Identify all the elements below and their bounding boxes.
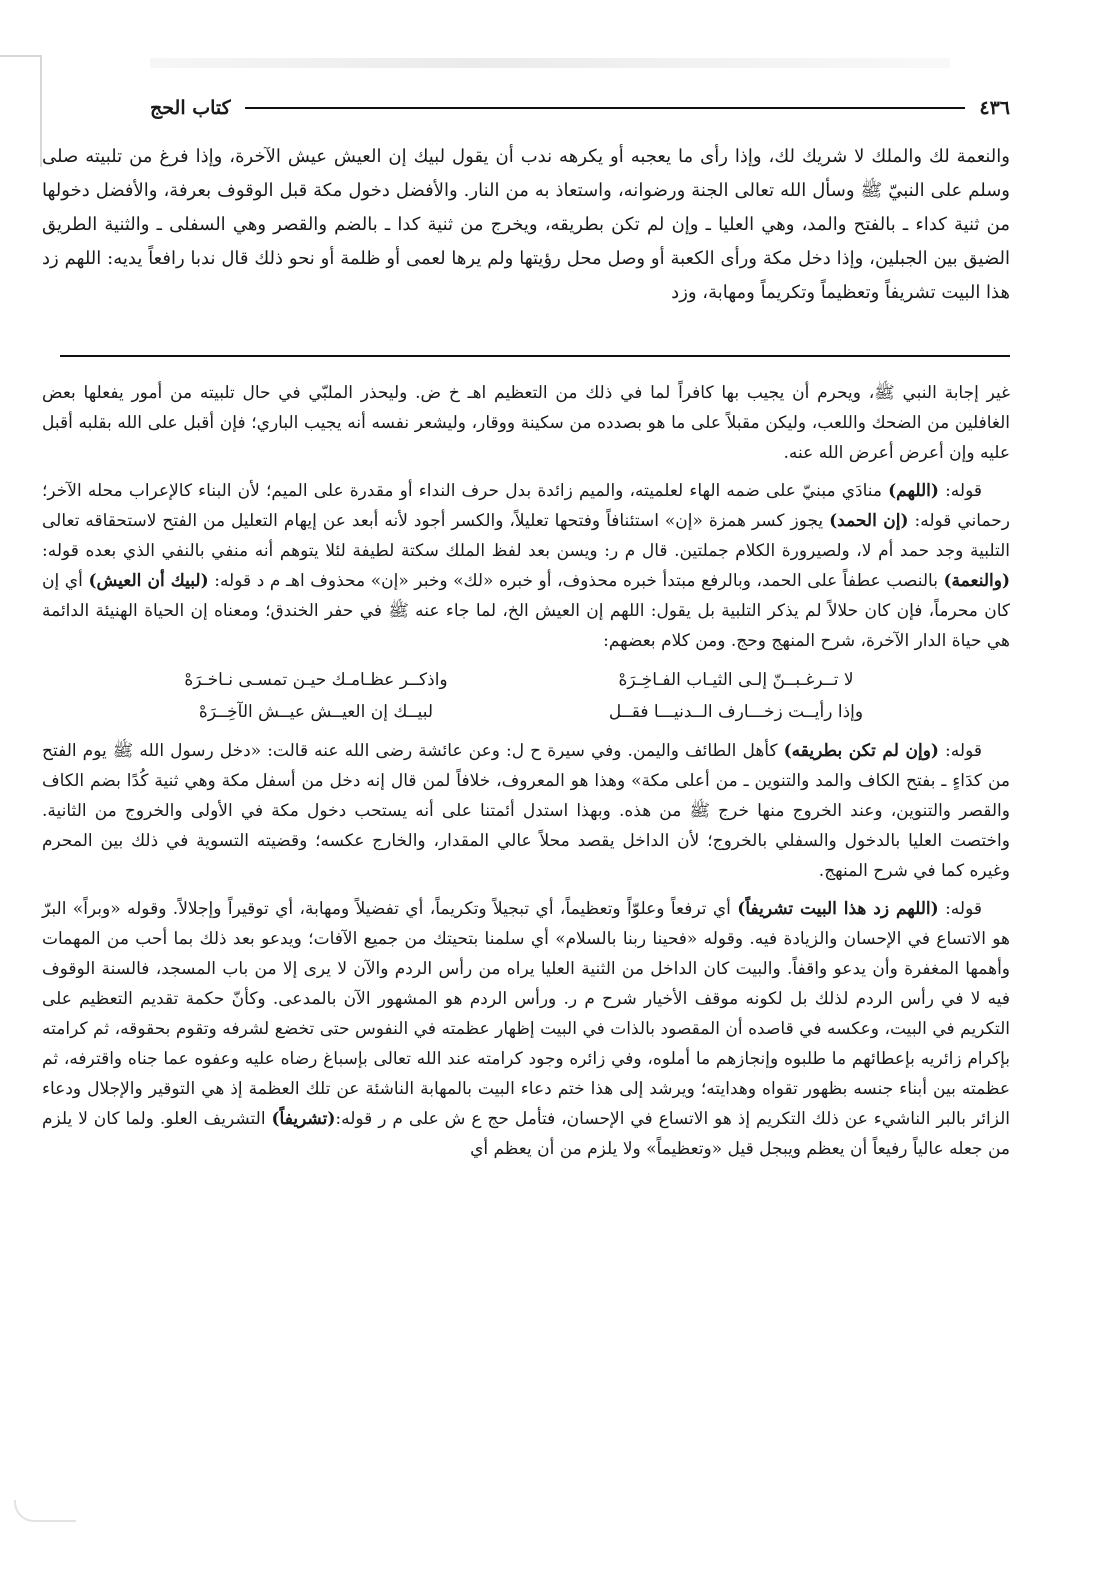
commentary-paragraph-2 bbox=[42, 476, 1010, 656]
poem-verse bbox=[146, 696, 906, 728]
keyword: (تشريفاً) bbox=[271, 1109, 336, 1129]
book-title: كتاب الحج bbox=[150, 97, 231, 119]
poem-verse bbox=[146, 664, 906, 696]
poem-hemistich: لا تــرغـبــنّ إلـى الثيـاب الفـاخِـرَهْ bbox=[618, 670, 854, 690]
keyword: (اللهم) bbox=[888, 481, 939, 501]
poem-hemistich: لبيــك إن العيــش عيــش الآخِــرَهْ bbox=[198, 702, 434, 722]
page-header bbox=[150, 96, 1010, 120]
scan-artifact-left bbox=[0, 55, 42, 167]
main-paragraph: والنعمة لك والملك لا شريك لك، وإذا رأى ما يعجبه أو يكرهه ندب أن يقول لبيك إن العيش عيش الآخرة، وإذا فرغ من تلبيته صلى وسلم على النبيّ ﷺ وسأل الله تعالى الجنة ورضوانه، واستعاذ به من النار. والأفضل دخول مكة قبل الوقوف بعرفة، والأفضل دخولها من ثنية كداء ـ بالفتح والمد، وهي العليا ـ وإن لم تكن بطريقه، ويخرج من ثنية كدا ـ بالضم والقصر وهي السفلى ـ والثنية الطريق الضيق بين الجبلين، وإذا دخل مكة ورأى الكعبة أو وصل محل رؤيتها ولم يرها لعمى أو ظلمة أو نحو ذلك قال ندبا رافعاً يديه: اللهم زد هذا البيت تشريفاً وتعظيماً وتكريماً ومهابة، وزد bbox=[42, 146, 1010, 303]
poem-hemistich: وإذا رأيــت زخـــارف الــدنيـــا فقــل bbox=[608, 702, 864, 722]
text-run: قوله: bbox=[938, 741, 982, 761]
text-run: التشريف العلو. ولما كان لا يلزم من جعله عالياً رفيعاً أن يعظم ويبجل قيل «وتعظيماً» ولا يلزم من أن يعظم أي bbox=[42, 1109, 1010, 1159]
section-separator bbox=[60, 355, 1010, 357]
commentary-paragraph-3 bbox=[42, 736, 1010, 886]
commentary-paragraph-4 bbox=[42, 894, 1010, 1164]
poem bbox=[146, 664, 906, 728]
keyword: (لبيك أن العيش) bbox=[88, 571, 209, 591]
scan-artifact-bottom bbox=[14, 1500, 76, 1522]
commentary bbox=[42, 378, 1010, 1172]
commentary-paragraph-1: غير إجابة النبي ﷺ، ويحرم أن يجيب بها كافراً لما في ذلك من التعظيم اهـ خ ض. وليحذر الملبّي في حال تلبيته من أمور يفعلها بعض الغافلين من الضحك واللعب، وليكن مقبلاً على ما هو بصدده من سكينة ووقار، وليشعر نفسه أنه يجيب الباري؛ فإن أقبل على الله بقلبه أقبل عليه وإن أعرض أعرض الله عنه. bbox=[42, 383, 1010, 463]
keyword: (إن الحمد) bbox=[829, 511, 909, 531]
page-number: ٤٣٦ bbox=[979, 97, 1010, 119]
text-run: أي ترفعاً وعلوّاً وتعظيماً، أي تبجيلاً وتكريماً، أي تفضيلاً ومهابة، أي توقيراً وإجلالاً. وقوله «وبراً» البرّ هو الاتساع في الإحسان والزيادة فيه. وقوله «فحينا ربنا بالسلام» أي سلمنا بتحيتك من جميع الآفات؛ ويدعو بعد ذلك بما أحب من المهمات وأهمها المغفرة وأن يدعو واقفاً. والبيت كان الداخل من الثنية العليا يراه من رأس الردم والآن لا يرى إلا من باب المسجد، فالسنة الوقوف فيه لا في رأس الردم لذلك بل لكونه موقف الأخيار شرح م ر. ورأس الردم هو المشهور الآن بالمدعى. وكأنّ حكمة تقديم التعظيم على التكريم في البيت، وعكسه في قاصده أن المقصود بالذات في البيت إظهار عظمته في النفوس حتى تخضع لشرفه وتقوم بحقوقه، ثم كرامته بإكرام زائريه بإعطائهم ما طلبوه وإنجازهم ما أملوه، وفي زائره وجود كرامته عند الله تعالى بإسباغ رضاه عليه وعفوه عما جناه واقترفه، ثم عظمته بين أبناء جنسه بظهور تقواه وهدايته؛ ويرشد إلى هذا ختم دعاء البيت بالمهابة الناشئة عن تلك العظمة إذ هي التوقير والإجلال ودعاء الزائر بالبر الناشيء عن ذلك التكريم إذ هو الاتساع في الإحسان، فتأمل حج ع ش على م ر قوله: bbox=[42, 899, 1010, 1129]
text-run: بالنصب عطفاً على الحمد، وبالرفع مبتدأ خبره محذوف، أو خبره «لك» وخبر «إن» محذوف اهـ م د قوله: bbox=[208, 571, 944, 591]
text-run: أي إن كان محرماً، فإن كان حلالاً لم يذكر التلبية بل يقول: اللهم إن العيش الخ، لما جاء عنه ﷺ في حفر الخندق؛ ومعناه إن الحياة الهنيئة الدائمة هي حياة الدار الآخرة، شرح المنهج وحج. ومن كلام بعضهم: bbox=[42, 571, 1010, 651]
text-run: منادَي مبنيّ على ضمه الهاء لعلميته، والميم زائدة بدل حرف النداء أو مقدرة على الميم؛ لأن البناء كالإعراب محله الآخر؛ رحماني قوله: bbox=[42, 481, 1011, 531]
keyword: (وإن لم تكن بطريقه) bbox=[783, 741, 939, 761]
text-run: يجوز كسر همزة «إن» استئنافاً وفتحها تعليلاً، والكسر أجود لأنه أبعد عن إيهام التعليل من الفتح لاستحقاقه تعالى التلبية وجد حمد أم لا، ولصيرورة الكلام جملتين. قال م ر: ويسن بعد لفظ الملك سكتة لطيفة لئلا يتوهم أنه منفي بالنفي الذي بعده قوله: bbox=[42, 511, 1010, 561]
poem-hemistich: واذكــر عظـامـك حيـن تمسـى نـاخـرَهْ bbox=[184, 670, 448, 690]
main-text bbox=[42, 140, 1010, 310]
keyword: (والنعمة) bbox=[943, 571, 1010, 591]
keyword: (اللهم زد هذا البيت تشريفاً) bbox=[737, 899, 939, 919]
text-run: كأهل الطائف واليمن. وفي سيرة ح ل: وعن عائشة رضى الله عنه قالت: «دخل رسول الله ﷺ يوم الفتح من كدَاءٍ ـ بفتح الكاف والمد والتنوين ـ من أعلى مكة» وهذا هو المعروف، خلافاً لمن قال إنه دخل من أسفل مكة وهي ثنية كُدًا بضم الكاف والقصر والتنوين، وعند الخروج منها خرج ﷺ من هذه. وبهذا استدل أئمتنا على أنه يستحب دخول مكة في الأولى والخروج من الثانية. واختصت العليا بالدخول والسفلي بالخروج؛ لأن الداخل يقصد محلاً عالي المقدار، والخارج عكسه؛ وقضيته التسوية في ذلك بين المحرم وغيره كما في شرح المنهج. bbox=[42, 741, 1010, 881]
header-rule bbox=[245, 107, 966, 109]
text-run: قوله: bbox=[938, 899, 982, 919]
scan-artifact-top bbox=[150, 58, 950, 68]
text-run: قوله: bbox=[938, 481, 982, 501]
